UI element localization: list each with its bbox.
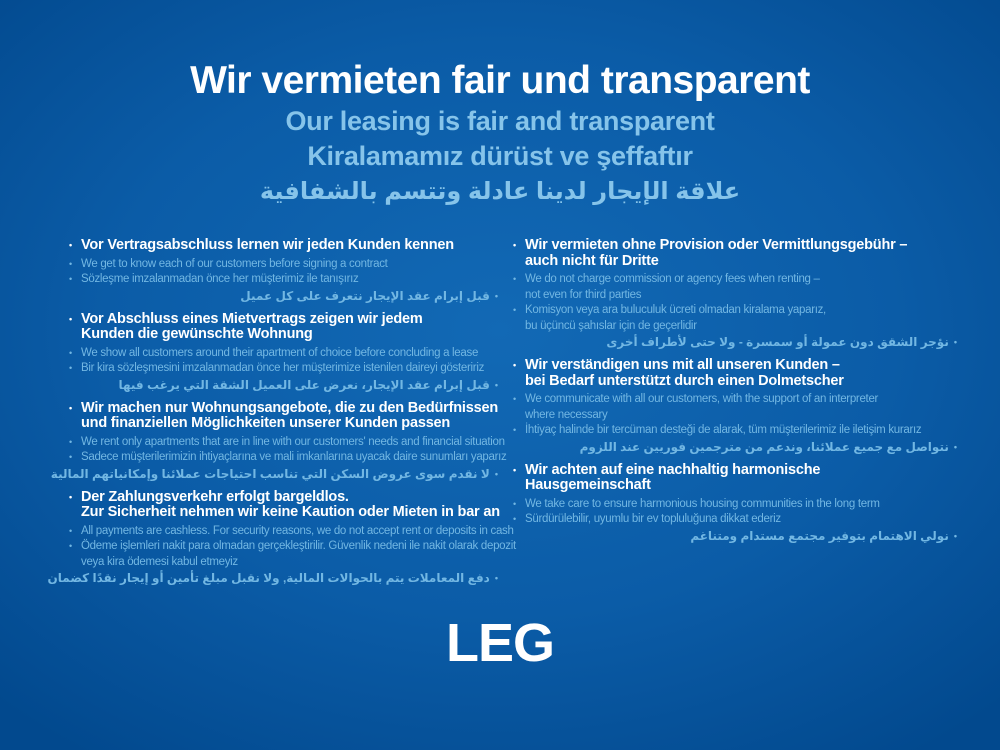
text-line-de: [512, 374, 957, 390]
item-text-de: [68, 312, 498, 343]
bullet-item: [68, 238, 498, 305]
line-text: We communicate with all our customers, with the support of an interpreter: [525, 393, 879, 405]
bullet-dot-icon: •: [69, 452, 72, 462]
item-text-en: [68, 524, 514, 540]
bullet-item: [512, 358, 957, 456]
line-text: Vor Vertragsabschluss lernen wir jeden Kunden kennen: [81, 237, 454, 253]
item-text-ar: [512, 439, 957, 456]
line-text: All payments are cashless. For security reasons, we do not accept rent or deposits in cash: [81, 524, 514, 537]
text-line-tr: [512, 423, 957, 439]
item-text-en: [512, 272, 957, 303]
item-text-ar: [512, 334, 957, 351]
line-text: نتواصل مع جميع عملائنا، وندعم من مترجمين فوريين عند اللزوم: [579, 439, 949, 454]
line-text: bu üçüncü şahıslar için de geçerlidir: [525, 319, 697, 332]
item-text-tr: [68, 272, 498, 288]
item-text-de: [68, 490, 498, 521]
item-text-en: [68, 346, 498, 362]
line-text: where necessary: [525, 408, 608, 421]
text-line-de: [68, 312, 498, 328]
line-text: قبل إبرام عقد الإيجار نتعرف على كل عميل: [240, 288, 490, 303]
bullet-dot-icon: •: [69, 541, 72, 551]
line-text: We get to know each of our customers before signing a contract: [81, 257, 388, 270]
bullet-dot-icon: •: [513, 240, 516, 250]
line-text: not even for third parties: [525, 288, 642, 301]
bullet-dot-icon: •: [69, 258, 72, 269]
item-text-ar: [68, 288, 498, 305]
bullet-item: [512, 463, 957, 545]
bullet-dot-icon: •: [69, 274, 72, 284]
text-line-tr: [68, 555, 498, 571]
item-text-de: [512, 463, 957, 494]
bullet-dot-icon: •: [513, 498, 516, 509]
text-line-en: [512, 497, 957, 513]
bullet-dot-icon: •: [69, 436, 72, 447]
item-text-en: [512, 392, 957, 423]
line-text: Vor Abschluss eines Mietvertrags zeigen wir jedem: [81, 310, 423, 327]
bullet-dot-icon: •: [513, 464, 516, 475]
text-line-tr: [68, 450, 507, 466]
footer: [0, 613, 1000, 673]
line-text: und finanziellen Möglichkeiten unserer Kunden passen: [81, 415, 451, 431]
item-text-tr: [512, 303, 957, 334]
bullet-dot-icon: •: [494, 290, 498, 301]
bullet-item: [512, 238, 957, 351]
line-text: نولي الاهتمام بتوفير مجتمع مستدام ومتناغم: [690, 528, 949, 543]
text-line-tr: [512, 512, 957, 528]
line-text: Ödeme işlemleri nakit para olmadan gerçekleştirilir. Güvenlik nedeni ile nakit olarak depozit: [81, 540, 516, 552]
bullet-dot-icon: •: [513, 305, 516, 315]
item-text-tr: [512, 512, 957, 528]
text-line-de: [512, 254, 957, 270]
bullet-column-right: [512, 238, 957, 545]
leg-logo: LEG: [445, 613, 554, 673]
text-line-en: [68, 524, 514, 540]
text-line-de: [512, 478, 957, 494]
text-line-en: [512, 272, 957, 288]
line-text: We do not charge commission or agency fees when renting –: [525, 273, 820, 285]
text-line-de: [512, 463, 957, 479]
line-text: Bir kira sözleşmesini imzalanmadan önce her müşterimize istenilen daireyi gösteririz: [81, 362, 485, 374]
text-line-tr: [68, 539, 516, 555]
line-text: We show all customers around their apartment of choice before concluding a lease: [81, 346, 479, 359]
item-text-de: [512, 238, 957, 269]
line-text: Wir machen nur Wohnungsangebote, die zu den Bedürfnissen: [81, 399, 498, 416]
bullet-item: [68, 312, 498, 394]
line-text: لا نقدم سوى عروض السكن التي تناسب احتياجات عملائنا وإمكانياتهم المالية: [50, 466, 490, 481]
item-text-ar: [50, 466, 498, 483]
item-text-de: [68, 238, 498, 254]
text-line-de: [512, 238, 957, 254]
text-line-tr: [68, 272, 498, 288]
subtitle-english: Our leasing is fair and transparent: [285, 106, 715, 136]
bullet-dot-icon: •: [69, 402, 72, 413]
line-text: Sadece müşterilerimizin ihtiyaçlarına ve mali imkanlarına uyacak daire sunumları yaparız: [81, 451, 507, 463]
item-text-ar: [512, 528, 957, 545]
item-text-en: [68, 257, 498, 273]
text-line-de: [68, 401, 498, 417]
bullet-dot-icon: •: [69, 491, 72, 502]
line-text: Sürdürülebilir, uyumlu bir ev topluluğuna dikkat ederiz: [525, 513, 781, 525]
subtitle-arabic: علاقة الإيجار لدينا عادلة وتتسم بالشفافية: [259, 178, 741, 205]
subtitle-turkish: Kiralamamız dürüst ve şeffaftır: [307, 141, 693, 171]
text-line-de: [68, 327, 498, 343]
text-line-de: [512, 358, 957, 374]
bullet-dot-icon: •: [513, 514, 516, 524]
bullet-dot-icon: •: [513, 425, 516, 435]
bullet-dot-icon: •: [494, 468, 498, 479]
line-text: قبل إبرام عقد الإيجار، نعرض على العميل الشقة التي يرغب فيها: [118, 377, 490, 392]
text-line-en: [512, 408, 957, 424]
text-line-en: [68, 346, 498, 362]
text-line-de: [68, 490, 498, 506]
bullet-dot-icon: •: [69, 525, 72, 536]
line-text: Komisyon veya ara buluculuk ücreti olmadan kiralama yaparız,: [525, 304, 826, 316]
line-text: auch nicht für Dritte: [525, 252, 659, 269]
item-text-tr: [68, 539, 516, 570]
line-text: We take care to ensure harmonious housing communities in the long term: [525, 497, 880, 510]
header: [0, 58, 1000, 210]
bullet-item: [50, 399, 507, 483]
item-text-de: [68, 401, 498, 432]
text-line-en: [68, 435, 505, 451]
bullet-dot-icon: •: [69, 347, 72, 358]
text-line-en: [512, 288, 957, 304]
text-line-en: [512, 392, 957, 408]
line-text: نؤجر الشقق دون عمولة أو سمسرة - ولا حتى لأطراف أخرى: [606, 335, 949, 349]
text-line-de: [68, 238, 498, 254]
line-text: Der Zahlungsverkehr erfolgt bargeldlos.: [81, 488, 349, 505]
text-line-tr: [512, 303, 957, 319]
item-text-en: [512, 497, 957, 513]
line-text: veya kira ödemesi kabul etmeyiz: [81, 555, 238, 568]
line-text: Wir achten auf eine nachhaltig harmonische: [525, 461, 821, 478]
item-text-en: [68, 435, 505, 451]
line-text: Wir verständigen uns mit all unseren Kunden –: [525, 357, 840, 373]
bullet-dot-icon: •: [513, 274, 516, 284]
line-text: Zur Sicherheit nehmen wir keine Kaution oder Mieten in bar an: [81, 504, 500, 520]
item-text-ar: [68, 377, 498, 394]
item-text-ar: [47, 570, 498, 587]
bullet-dot-icon: •: [513, 394, 516, 404]
text-line-de: [68, 505, 498, 521]
bullet-item: [47, 488, 516, 588]
item-text-de: [512, 358, 957, 389]
line-text: İhtiyaç halinde bir tercüman desteği de alarak, tüm müşterilerimiz ile iletişim kurarız: [525, 424, 922, 436]
line-text: We rent only apartments that are in line with our customers' needs and financial situation: [81, 435, 505, 448]
line-text: Kunden die gewünschte Wohnung: [81, 326, 313, 342]
text-line-tr: [512, 319, 957, 335]
item-text-tr: [68, 450, 507, 466]
bullet-column-left: [47, 237, 516, 587]
text-line-de: [68, 416, 498, 432]
text-line-tr: [68, 361, 498, 377]
line-text: دفع المعاملات يتم بالحوالات المالية, ولا نقبل مبلغ تأمين أو إيجار نقدًا كضمان: [47, 571, 490, 585]
page-title: Wir vermieten fair und transparent: [190, 59, 810, 102]
line-text: bei Bedarf unterstützt durch einen Dolmetscher: [525, 372, 844, 389]
item-text-tr: [512, 423, 957, 439]
line-text: Wir vermieten ohne Provision oder Vermittlungsgebühr –: [525, 237, 908, 253]
bullet-dot-icon: •: [69, 363, 72, 373]
text-line-en: [68, 257, 498, 273]
bullet-dot-icon: •: [953, 530, 957, 541]
line-text: Hausgemeinschaft: [525, 477, 651, 493]
bullet-dot-icon: •: [494, 379, 498, 390]
bullet-dot-icon: •: [953, 337, 957, 347]
bullet-dot-icon: •: [494, 573, 498, 583]
bullet-dot-icon: •: [69, 240, 72, 250]
line-text: Sözleşme imzalanmadan önce her müşterimiz ile tanışırız: [81, 273, 359, 285]
bullet-dot-icon: •: [69, 313, 72, 324]
item-text-tr: [68, 361, 498, 377]
bullet-dot-icon: •: [513, 360, 516, 370]
bullet-dot-icon: •: [953, 441, 957, 452]
